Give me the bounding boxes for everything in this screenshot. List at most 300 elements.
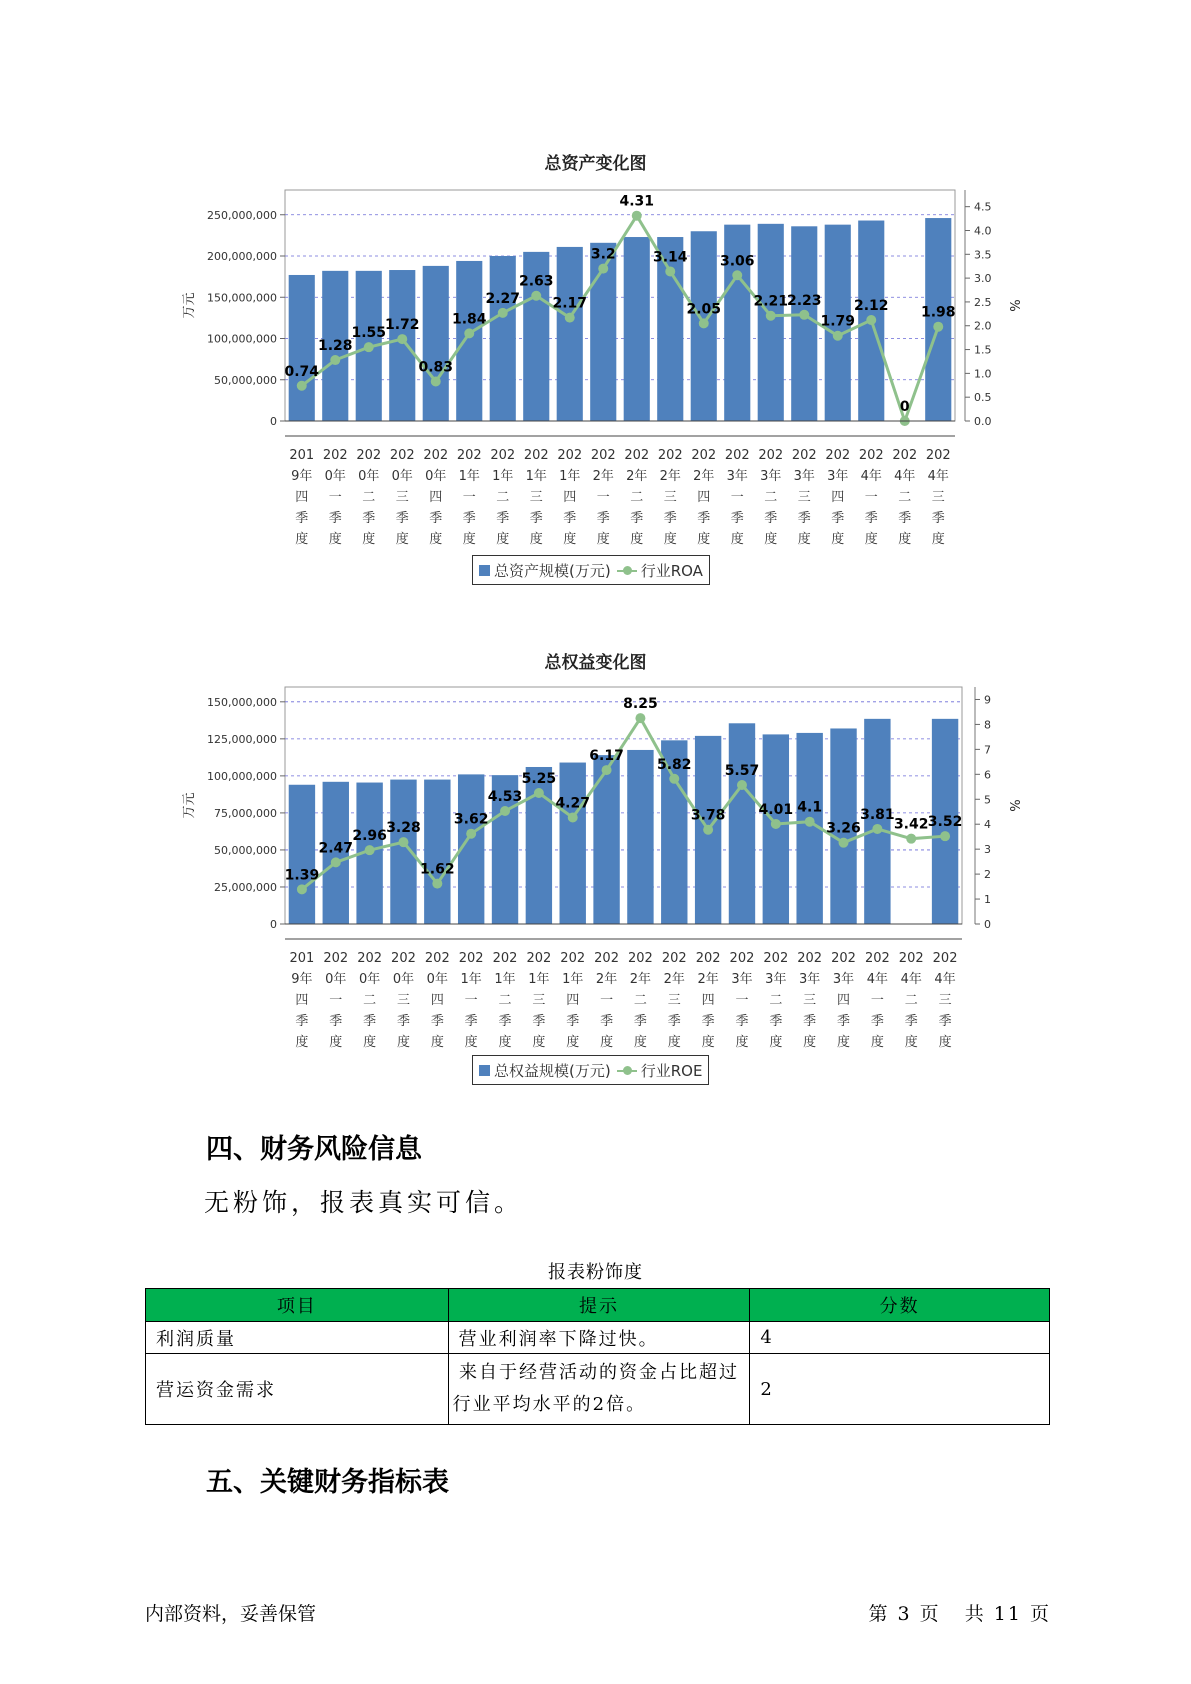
x-tick-label: 季: [496, 511, 510, 526]
x-tick-label: 202: [391, 951, 416, 966]
table-cell-item: 营运资金需求: [146, 1354, 449, 1425]
x-tick-label: 季: [630, 511, 644, 526]
x-tick-label: 202: [797, 951, 823, 966]
x-tick-label: 季: [904, 1014, 918, 1029]
bar: [423, 266, 449, 421]
line-point: [665, 266, 675, 276]
data-label: 3.78: [690, 807, 726, 824]
x-tick-label: 季: [633, 1014, 647, 1029]
x-tick-label: 2年: [663, 972, 685, 987]
x-tick-label: 202: [729, 951, 755, 966]
y2-tick-label: 3.0: [974, 272, 992, 286]
x-tick-label: 202: [624, 448, 650, 463]
x-tick-label: 202: [831, 951, 856, 966]
data-label: 2.47: [318, 840, 354, 857]
line-point: [766, 311, 776, 321]
data-label: 0: [899, 399, 910, 415]
x-tick-label: 季: [328, 511, 342, 526]
x-tick-label: 季: [898, 511, 912, 526]
x-tick-label: 202: [322, 448, 348, 463]
data-label: 1.28: [317, 338, 353, 355]
x-tick-label: 季: [430, 1014, 444, 1029]
line-point: [397, 334, 407, 344]
x-tick-label: 度: [938, 1035, 952, 1050]
x-tick-label: 4年: [900, 972, 922, 987]
x-tick-label: 度: [898, 532, 912, 547]
bar: [490, 256, 516, 421]
x-tick-label: 季: [837, 1014, 851, 1029]
x-tick-label: 三: [803, 993, 817, 1008]
x-tick-label: 202: [695, 951, 721, 966]
y2-tick-label: 9: [984, 693, 991, 707]
x-tick-label: 季: [730, 511, 744, 526]
y2-tick-label: 2.5: [974, 295, 992, 309]
y-tick-label: 200,000,000: [207, 250, 277, 263]
line-point: [602, 765, 612, 775]
data-label: 3.62: [453, 811, 489, 828]
line-point: [732, 270, 742, 280]
table-row: [146, 1322, 1050, 1354]
y2-tick-label: 3: [984, 843, 991, 857]
x-tick-label: 202: [691, 448, 717, 463]
data-label: 5.57: [724, 763, 760, 780]
x-tick-label: 四: [701, 993, 715, 1008]
y-tick-label: 50,000,000: [214, 373, 277, 387]
x-tick-label: 202: [825, 448, 851, 463]
x-tick-label: 季: [667, 1014, 681, 1029]
line-point: [598, 264, 608, 274]
x-tick-label: 一: [464, 993, 478, 1008]
bar: [791, 226, 817, 421]
x-tick-label: 度: [532, 1035, 546, 1050]
data-label: 8.25: [623, 696, 658, 713]
x-tick-label: 二: [362, 490, 376, 505]
x-tick-label: 三: [667, 993, 681, 1008]
plot-area: [285, 687, 962, 924]
data-label: 6.17: [589, 748, 624, 765]
x-tick-label: 季: [803, 1014, 817, 1029]
x-tick-label: 三: [663, 490, 677, 505]
table-header-cell: 项目: [146, 1289, 449, 1322]
y-tick-label: 125,000,000: [207, 732, 277, 746]
line-point: [466, 829, 476, 839]
bar: [729, 723, 755, 924]
footer-page-number: 第 3 页 共 11 页: [868, 1603, 1051, 1625]
bar: [389, 270, 415, 421]
y2-tick-label: 4.0: [974, 224, 992, 238]
x-tick-label: 季: [295, 1014, 309, 1029]
y2-tick-label: 8: [984, 718, 991, 732]
x-tick-label: 度: [701, 1035, 715, 1050]
bar: [557, 247, 583, 421]
data-label: 4.31: [619, 193, 655, 210]
data-label: 3.52: [927, 814, 963, 831]
line-point: [933, 322, 943, 332]
x-tick-label: 202: [898, 951, 924, 966]
x-tick-label: 四: [429, 490, 443, 505]
x-tick-label: 度: [295, 532, 309, 547]
hint-line: 来自于经营活动的资金占比超过: [458, 1362, 739, 1383]
x-tick-label: 季: [429, 511, 443, 526]
x-tick-label: 四: [837, 993, 851, 1008]
y2-axis-label: %: [1006, 799, 1021, 812]
line-point: [464, 328, 474, 338]
x-tick-label: 二: [633, 993, 647, 1008]
x-tick-label: 202: [389, 448, 415, 463]
data-label: 2.96: [352, 828, 387, 845]
y-tick-label: 50,000,000: [214, 843, 277, 857]
x-tick-label: 202: [557, 448, 583, 463]
section-heading-key-indicators: 五、关键财务指标表: [206, 1467, 449, 1498]
y2-tick-label: 4: [984, 818, 991, 832]
x-tick-label: 二: [496, 490, 510, 505]
data-label: 4.53: [487, 788, 523, 805]
line-point: [703, 825, 713, 835]
bar: [763, 734, 789, 924]
x-tick-label: 度: [831, 532, 845, 547]
x-tick-label: 度: [429, 532, 443, 547]
section-heading-financial-risk: 四、财务风险信息: [206, 1134, 422, 1165]
data-label: 0.83: [418, 359, 454, 376]
x-tick-label: 202: [423, 448, 449, 463]
table-row: [146, 1354, 1050, 1425]
x-tick-label: 季: [938, 1014, 952, 1029]
x-tick-label: 度: [864, 532, 878, 547]
line-point: [500, 806, 510, 816]
table-cell-hint: [448, 1354, 750, 1425]
table-cell-score: 2: [750, 1354, 1050, 1425]
x-tick-label: 0年: [324, 469, 346, 484]
y2-axis-label: %: [1006, 299, 1021, 312]
line-point: [805, 817, 815, 827]
x-tick-label: 三: [396, 993, 410, 1008]
bar: [424, 780, 450, 924]
x-tick-label: 202: [932, 951, 958, 966]
line-point: [534, 788, 544, 798]
x-tick-label: 季: [529, 511, 543, 526]
x-tick-label: 2年: [592, 469, 614, 484]
x-tick-label: 0年: [392, 972, 415, 987]
x-tick-label: 0年: [358, 469, 380, 484]
line-point: [632, 211, 642, 221]
x-tick-label: 季: [532, 1014, 546, 1029]
x-tick-label: 季: [600, 1014, 614, 1029]
bar: [624, 237, 650, 421]
data-label: 2.27: [485, 290, 521, 307]
x-tick-label: 季: [363, 1014, 377, 1029]
x-tick-label: 度: [430, 1035, 444, 1050]
y2-tick-label: 6: [984, 768, 991, 782]
x-tick-label: 2年: [697, 972, 719, 987]
x-tick-label: 度: [295, 1035, 309, 1050]
x-tick-label: 度: [764, 532, 778, 547]
x-tick-label: 202: [458, 951, 484, 966]
y-tick-label: 0: [270, 415, 277, 428]
x-tick-label: 202: [490, 448, 516, 463]
data-label: 0.74: [284, 363, 320, 380]
table-header-row: [146, 1289, 1050, 1322]
x-tick-label: 1年: [458, 469, 480, 484]
x-tick-label: 度: [837, 1035, 851, 1050]
x-tick-label: 1年: [492, 469, 514, 484]
assets-chart-title: 总资产变化图: [544, 154, 647, 174]
x-tick-label: 0年: [391, 469, 413, 484]
data-label: 3.2: [590, 246, 616, 263]
x-tick-label: 度: [904, 1035, 918, 1050]
x-tick-label: 季: [697, 511, 711, 526]
x-tick-label: 度: [769, 1035, 783, 1050]
x-tick-label: 四: [430, 993, 444, 1008]
line-point: [297, 381, 307, 391]
data-label: 2.63: [518, 273, 554, 290]
table-header-cell: 分数: [750, 1289, 1050, 1322]
y2-tick-label: 1.0: [974, 367, 992, 381]
line-point: [866, 315, 876, 325]
data-label: 1.98: [920, 304, 956, 321]
x-tick-label: 季: [797, 511, 811, 526]
x-tick-label: 201: [289, 448, 315, 463]
x-tick-label: 度: [529, 532, 543, 547]
data-label: 5.82: [657, 756, 692, 773]
equity-chart: [0, 680, 1191, 1100]
legend-line-label: 行业ROE: [640, 1061, 703, 1080]
line-point: [431, 376, 441, 386]
x-tick-label: 202: [456, 448, 482, 463]
assets-chart: [0, 180, 1191, 600]
x-tick-label: 度: [600, 1035, 614, 1050]
x-tick-label: 9年: [291, 972, 313, 987]
x-tick-label: 2年: [595, 972, 618, 987]
data-label: 2.17: [552, 295, 588, 312]
x-tick-label: 4年: [934, 972, 956, 987]
line-point: [833, 331, 843, 341]
x-tick-label: 一: [735, 993, 749, 1008]
data-label: 1.55: [351, 325, 387, 342]
table-cell-hint: 营业利润率下降过快。: [448, 1322, 750, 1354]
x-tick-label: 度: [362, 532, 376, 547]
x-tick-label: 四: [566, 993, 580, 1008]
x-tick-label: 202: [864, 951, 890, 966]
data-label: 2.23: [786, 292, 822, 309]
x-tick-label: 度: [633, 1035, 647, 1050]
x-tick-label: 季: [566, 1014, 580, 1029]
x-tick-label: 1年: [460, 972, 482, 987]
x-tick-label: 2年: [629, 972, 652, 987]
x-tick-label: 一: [596, 490, 610, 505]
x-tick-label: 季: [295, 511, 309, 526]
x-tick-label: 0年: [358, 972, 381, 987]
table-cell-item: 利润质量: [146, 1322, 449, 1354]
data-label: 1.84: [451, 311, 487, 328]
x-tick-label: 一: [328, 490, 342, 505]
x-tick-label: 4年: [860, 469, 882, 484]
bar: [627, 750, 653, 924]
x-tick-label: 9年: [291, 469, 313, 484]
x-tick-label: 0年: [426, 972, 448, 987]
line-point: [398, 837, 408, 847]
data-label: 3.42: [893, 816, 929, 833]
legend-line-label: 行业ROA: [640, 561, 703, 580]
x-tick-label: 三: [797, 490, 811, 505]
data-label: 3.81: [860, 806, 895, 823]
x-tick-label: 202: [724, 448, 750, 463]
x-tick-label: 四: [563, 490, 577, 505]
x-tick-label: 4年: [866, 972, 889, 987]
x-tick-label: 1年: [494, 972, 516, 987]
bar: [289, 275, 315, 421]
x-tick-label: 季: [870, 1014, 884, 1029]
data-label: 2.05: [686, 301, 722, 318]
x-tick-label: 度: [395, 532, 409, 547]
y-tick-label: 100,000,000: [207, 769, 277, 783]
x-tick-label: 202: [526, 951, 552, 966]
x-tick-label: 202: [323, 951, 349, 966]
bar-swatch-icon: [479, 1065, 490, 1076]
x-tick-label: 季: [596, 511, 610, 526]
y-axis-label: 万元: [182, 292, 197, 319]
x-tick-label: 季: [563, 511, 577, 526]
x-tick-label: 季: [498, 1014, 512, 1029]
x-tick-label: 201: [289, 951, 315, 966]
y2-tick-label: 2: [984, 868, 991, 882]
data-label: 3.06: [719, 253, 755, 270]
bar: [456, 261, 482, 421]
x-tick-label: 季: [395, 511, 409, 526]
x-tick-label: 202: [424, 951, 450, 966]
y2-tick-label: 1.5: [974, 343, 992, 357]
x-tick-label: 季: [701, 1014, 715, 1029]
x-tick-label: 202: [925, 448, 951, 463]
line-point: [906, 834, 916, 844]
x-tick-label: 度: [329, 1035, 343, 1050]
x-tick-label: 3年: [731, 972, 753, 987]
legend-bar-label: 总资产规模(万元): [494, 561, 611, 580]
x-tick-label: 季: [931, 511, 945, 526]
data-label: 1.62: [420, 861, 455, 878]
x-tick-label: 季: [663, 511, 677, 526]
x-tick-label: 三: [532, 993, 546, 1008]
x-tick-label: 季: [362, 511, 376, 526]
x-tick-label: 季: [769, 1014, 783, 1029]
x-tick-label: 度: [663, 532, 677, 547]
x-tick-label: 202: [357, 951, 383, 966]
bar: [289, 785, 315, 924]
line-point: [669, 774, 679, 784]
data-label: 3.28: [386, 820, 421, 837]
x-tick-label: 202: [892, 448, 918, 463]
y-tick-label: 100,000,000: [207, 332, 277, 346]
table-caption: 报表粉饰度: [548, 1262, 643, 1283]
x-tick-label: 季: [764, 511, 778, 526]
x-tick-label: 度: [566, 1035, 580, 1050]
line-point: [872, 824, 882, 834]
x-tick-label: 3年: [827, 469, 849, 484]
line-point: [365, 845, 375, 855]
line-point: [940, 831, 950, 841]
y2-tick-label: 3.5: [974, 248, 992, 262]
table-cell-score: 4: [750, 1322, 1050, 1354]
x-tick-label: 二: [363, 993, 377, 1008]
line-point: [699, 318, 709, 328]
line-swatch-icon: [617, 1065, 637, 1076]
x-tick-label: 度: [735, 1035, 749, 1050]
line-point: [799, 310, 809, 320]
x-tick-label: 季: [831, 511, 845, 526]
x-tick-label: 三: [938, 993, 952, 1008]
bar: [758, 224, 784, 421]
line-point: [771, 819, 781, 829]
x-tick-label: 度: [596, 532, 610, 547]
x-tick-label: 三: [395, 490, 409, 505]
x-tick-label: 0年: [325, 972, 347, 987]
data-label: 2.12: [853, 298, 889, 315]
y-tick-label: 0: [270, 918, 277, 931]
x-tick-label: 度: [630, 532, 644, 547]
x-tick-label: 202: [590, 448, 616, 463]
x-tick-label: 度: [797, 532, 811, 547]
x-tick-label: 季: [462, 511, 476, 526]
line-point: [330, 355, 340, 365]
y2-tick-label: 5: [984, 793, 991, 807]
x-tick-label: 1年: [525, 469, 547, 484]
x-tick-label: 二: [898, 490, 912, 505]
x-tick-label: 度: [363, 1035, 377, 1050]
risk-summary-text: 无粉饰，报表真实可信。: [204, 1188, 524, 1217]
x-tick-label: 度: [931, 532, 945, 547]
x-tick-label: 一: [870, 993, 884, 1008]
x-tick-label: 三: [529, 490, 543, 505]
x-tick-label: 202: [356, 448, 382, 463]
x-tick-label: 度: [563, 532, 577, 547]
line-point: [635, 713, 645, 723]
line-point: [432, 879, 442, 889]
y2-tick-label: 0.5: [974, 391, 992, 405]
data-label: 5.25: [521, 771, 557, 788]
x-tick-label: 202: [791, 448, 817, 463]
line-point: [737, 780, 747, 790]
x-tick-label: 一: [864, 490, 878, 505]
y2-tick-label: 0: [984, 918, 991, 931]
y2-tick-label: 0.0: [974, 415, 992, 428]
data-label: 4.01: [758, 801, 794, 818]
data-label: 2.21: [753, 293, 789, 310]
x-tick-label: 季: [864, 511, 878, 526]
data-label: 3.26: [826, 820, 861, 837]
x-tick-label: 202: [492, 951, 518, 966]
data-label: 1.39: [284, 867, 320, 884]
x-tick-label: 202: [594, 951, 619, 966]
y-axis-label: 万元: [182, 792, 197, 819]
x-tick-label: 季: [329, 1014, 343, 1029]
line-point: [364, 342, 374, 352]
x-tick-label: 3年: [760, 469, 782, 484]
y-tick-label: 75,000,000: [214, 806, 277, 820]
x-tick-label: 二: [764, 490, 778, 505]
bar: [560, 763, 586, 924]
x-tick-label: 度: [697, 532, 711, 547]
footer-confidential: 内部资料，妥善保管: [145, 1603, 317, 1625]
line-point: [531, 291, 541, 301]
x-tick-label: 202: [628, 951, 653, 966]
equity-chart-title: 总权益变化图: [544, 653, 647, 673]
x-tick-label: 2年: [693, 469, 715, 484]
line-point: [565, 313, 575, 323]
x-tick-label: 度: [396, 1035, 410, 1050]
x-tick-label: 1年: [562, 972, 584, 987]
legend-bar-label: 总权益规模(万元): [494, 1061, 611, 1080]
x-tick-label: 季: [735, 1014, 749, 1029]
x-tick-label: 一: [730, 490, 744, 505]
